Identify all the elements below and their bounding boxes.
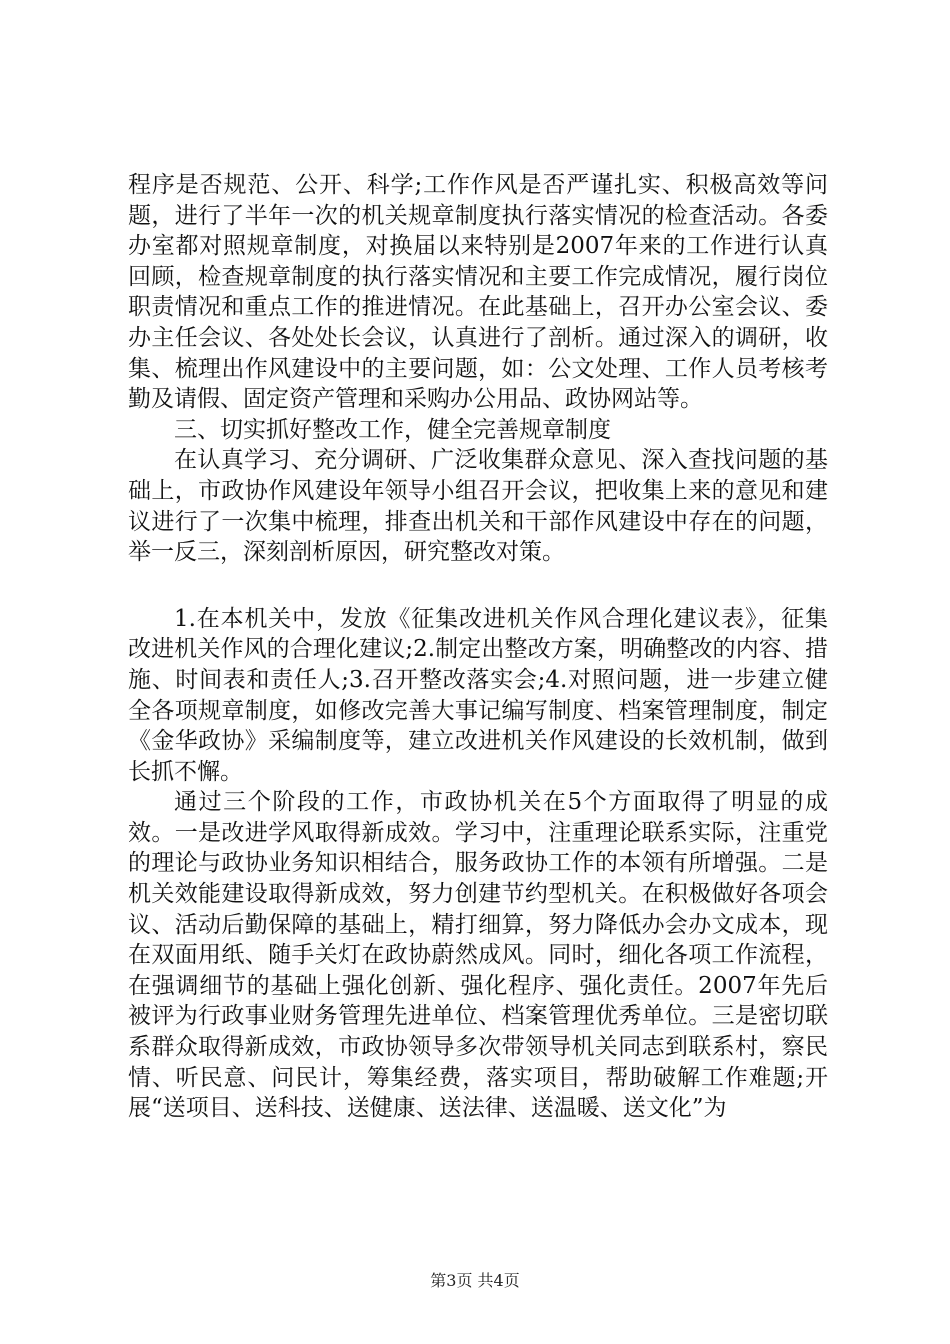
document-body	[128, 170, 828, 1124]
page-footer: 第3页 共4页	[430, 1271, 520, 1290]
paragraph-results: 通过三个阶段的工作，市政协机关在5个方面取得了明显的成效。一是改进学风取得新成效。学习中，注重理论联系实际，注重党的理论与政协业务知识相结合，服务政协工作的本领有所增强。二是机关效能建设取得新成效，努力创建节约型机关。在积极做好各项会议、活动后勤保障的基础上，精打细算，努力降低办会办文成本，现在双面用纸、随手关灯在政协蔚然成风。同时，细化各项工作流程，在强调细节的基础上强化创新、强化程序、强化责任。2007年先后被评为行政事业财务管理先进单位、档案管理优秀单位。三是密切联系群众取得新成效，市政协领导多次带领导机关同志到联系村，察民情、听民意、问民计，筹集经费，落实项目，帮助破解工作难题;开展“送项目、送科技、送健康、送法律、送温暖、送文化”为	[128, 789, 828, 1122]
paragraph-gap	[128, 568, 828, 604]
paragraph-numbered-measures: 1.在本机关中，发放《征集改进机关作风合理化建议表》，征集改进机关作风的合理化建议;2.制定出整改方案，明确整改的内容、措施、时间表和责任人;3.召开整改落实会;4.对照问题，进一步建立健全各项规章制度，如修改完善大事记编写制度、档案管理制度，制定《金华政协》采编制度等，建立改进机关作风建设的长效机制，做到长抓不懈。	[128, 605, 828, 785]
paragraph-continued: 程序是否规范、公开、科学;工作作风是否严谨扎实、积极高效等问题，进行了半年一次的机关规章制度执行落实情况的检查活动。各委办室都对照规章制度，对换届以来特别是2007年来的工作进行认真回顾，检查规章制度的执行落实情况和主要工作完成情况，履行岗位职责情况和重点工作的推进情况。在此基础上，召开办公室会议、委办主任会议、各处处长会议，认真进行了剖析。通过深入的调研，收集、梳理出作风建设中的主要问题，如：公文处理、工作人员考核考勤及请假、固定资产管理和采购办公用品、政协网站等。	[128, 172, 828, 413]
section-heading: 三、切实抓好整改工作，健全完善规章制度	[174, 416, 611, 443]
paragraph: 在认真学习、充分调研、广泛收集群众意见、深入查找问题的基础上，市政协作风建设年领导小组召开会议，把收集上来的意见和建议进行了一次集中梳理，排查出机关和干部作风建设中存在的问题，举一反三，深刻剖析原因，研究整改对策。	[128, 447, 828, 566]
